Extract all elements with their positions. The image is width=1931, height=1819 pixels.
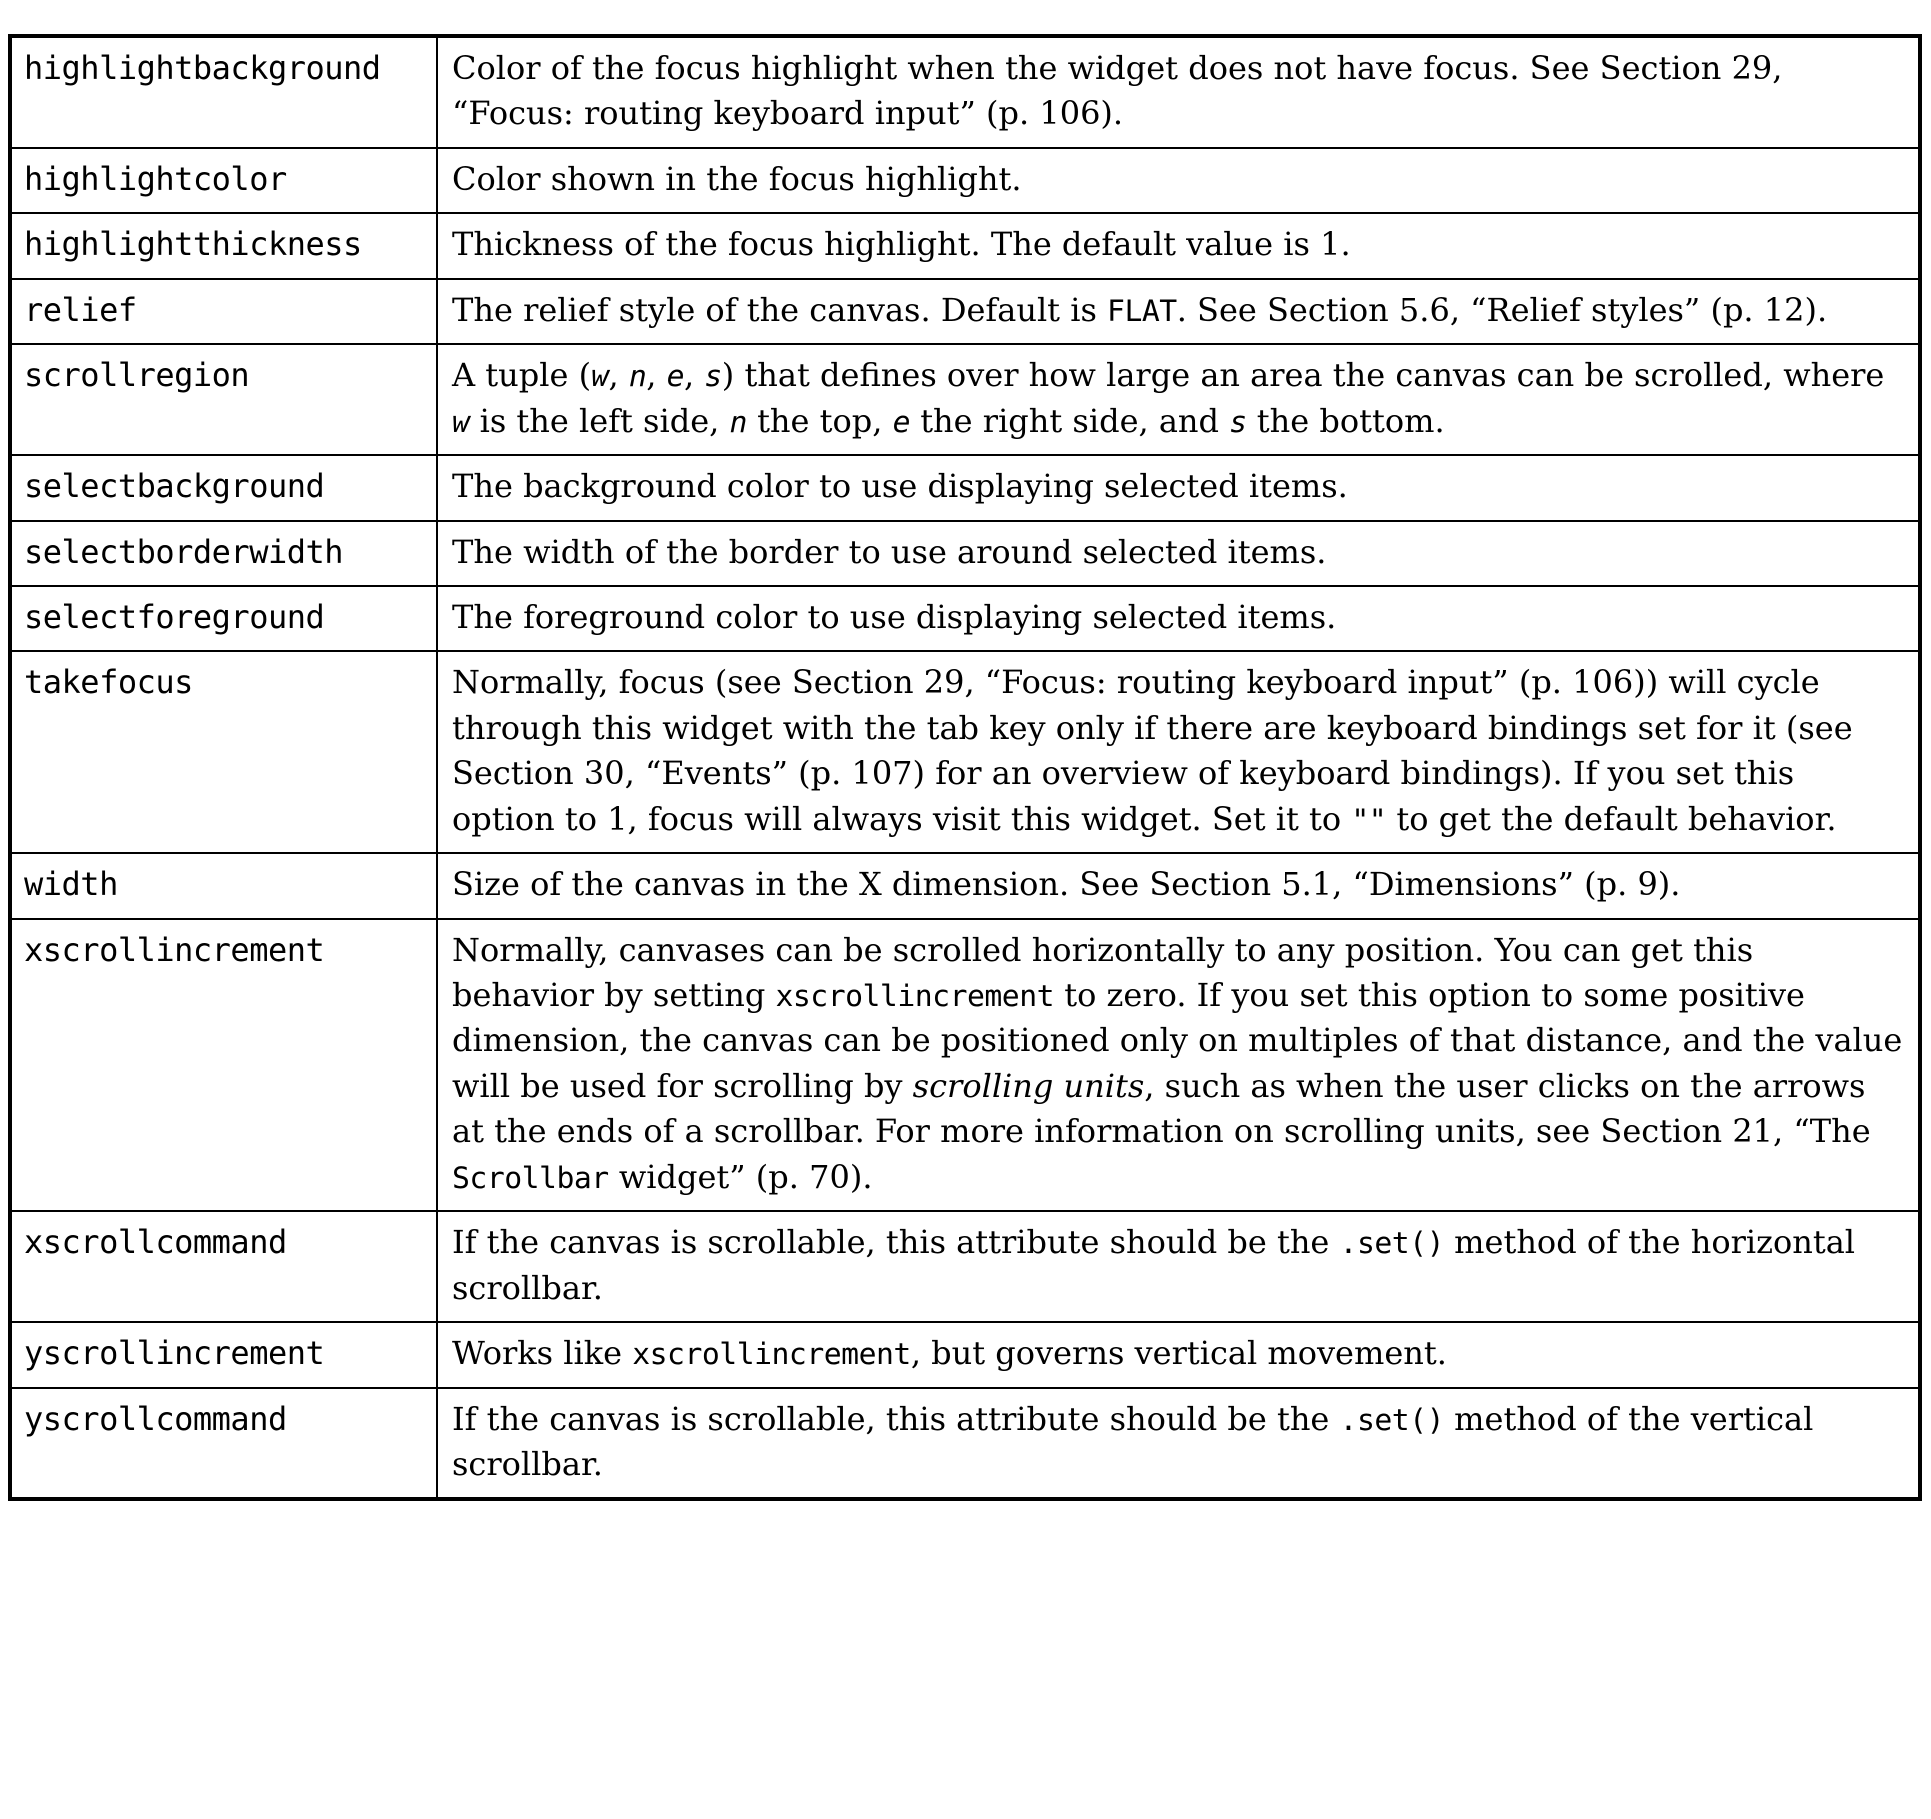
inline-code-italic: s (1229, 404, 1247, 440)
option-name: yscrollcommand (10, 1388, 437, 1500)
inline-text: A tuple ( (452, 356, 592, 395)
inline-code-italic: s (704, 359, 722, 395)
table-row (10, 853, 1920, 918)
inline-text: If the canvas is scrollable, this attribute should be the (452, 1223, 1340, 1262)
option-description (437, 1322, 1920, 1387)
option-name: selectborderwidth (10, 521, 437, 586)
option-name: width (10, 853, 437, 918)
inline-code: .set() (1339, 1402, 1444, 1438)
option-description (437, 455, 1920, 520)
table-row (10, 455, 1920, 520)
option-name: takefocus (10, 651, 437, 853)
table-row (10, 344, 1920, 455)
option-description (437, 213, 1920, 278)
inline-code-italic: w (591, 359, 609, 395)
inline-text: is the left side, (469, 401, 730, 440)
inline-text: Normally, canvases can be scrolled horizontally to any position. You can get this behavior by setting (452, 930, 1754, 1014)
option-name: xscrollincrement (10, 919, 437, 1212)
inline-code: FLAT (1107, 293, 1177, 329)
table-row (10, 148, 1920, 213)
option-name: relief (10, 279, 437, 344)
inline-text: ) that defines over how large an area the canvas can be scrolled, where (721, 356, 1885, 395)
inline-text: to zero. If you set this option to some positive dimension, the canvas can be positioned only on multiples of that distance, and the value will be used for scrolling by (452, 976, 1903, 1105)
option-description (437, 853, 1920, 918)
inline-code: "" (1351, 802, 1387, 838)
option-description (437, 586, 1920, 651)
inline-text: . See Section 5.6, “Relief styles” (p. 12). (1176, 290, 1828, 329)
inline-text: , (646, 356, 667, 395)
inline-text: Color of the focus highlight when the widget does not have focus. See Section 29, “Focus: routing keyboard input” (p. 106). (452, 49, 1783, 133)
inline-code: xscrollincrement (775, 979, 1055, 1014)
option-name: selectforeground (10, 586, 437, 651)
option-description (437, 1211, 1920, 1322)
inline-text: Size of the canvas in the X dimension. See Section 5.1, “Dimensions” (p. 9). (452, 865, 1681, 904)
option-name: scrollregion (10, 344, 437, 455)
inline-text: , (684, 356, 705, 395)
option-name: highlightcolor (10, 148, 437, 213)
inline-text: The relief style of the canvas. Default is (452, 290, 1108, 329)
option-name: highlightthickness (10, 213, 437, 278)
option-description (437, 651, 1920, 853)
option-name: yscrollincrement (10, 1322, 437, 1387)
table-row (10, 919, 1920, 1212)
options-table (8, 34, 1922, 1501)
inline-text: method of the horizontal scrollbar. (452, 1223, 1856, 1307)
option-description (437, 344, 1920, 455)
inline-italic: scrolling units (912, 1066, 1145, 1105)
inline-text: the top, (746, 401, 893, 440)
inline-code-italic: n (729, 404, 747, 440)
table-row (10, 1388, 1920, 1500)
table-row (10, 1211, 1920, 1322)
inline-code: Scrollbar (452, 1160, 609, 1196)
inline-text: method of the vertical scrollbar. (452, 1399, 1814, 1483)
inline-code-italic: n (628, 359, 647, 395)
option-name: xscrollcommand (10, 1211, 437, 1322)
table-row (10, 1322, 1920, 1387)
inline-text: the right side, and (910, 401, 1230, 440)
inline-code: .set() (1339, 1226, 1444, 1262)
inline-code: xscrollincrement (632, 1337, 911, 1373)
inline-text: , but governs vertical movement. (910, 1334, 1447, 1373)
inline-text: Normally, focus (see Section 29, “Focus: routing keyboard input” (p. 106)) will cycle through this widget with the tab key only if there are keyboard bindings set for it (see Section 30, “Events” (p. 107) for an overview of keyboard bindings). If you set this option to 1, focus will always visit this widget. Set it to (452, 663, 1853, 838)
inline-text: the bottom. (1246, 401, 1445, 440)
option-description (437, 1388, 1920, 1500)
inline-text: to get the default behavior. (1386, 799, 1837, 838)
inline-text: , such as when the user clicks on the arrows at the ends of a scrollbar. For more information on scrolling units, see Section 21, “The (452, 1066, 1871, 1151)
options-table-body (10, 36, 1920, 1499)
inline-text: Works like (452, 1334, 633, 1373)
inline-text: The width of the border to use around selected items. (452, 532, 1327, 571)
inline-text: If the canvas is scrollable, this attribute should be the (452, 1399, 1340, 1438)
option-name: selectbackground (10, 455, 437, 520)
option-description (437, 148, 1920, 213)
table-row (10, 36, 1920, 148)
inline-text: The foreground color to use displaying selected items. (452, 597, 1337, 636)
inline-code-italic: e (666, 359, 685, 395)
table-row (10, 521, 1920, 586)
inline-code-italic: w (452, 404, 470, 440)
inline-code-italic: e (892, 404, 911, 440)
inline-text: Thickness of the focus highlight. The default value is 1. (452, 225, 1351, 264)
table-row (10, 651, 1920, 853)
table-row (10, 586, 1920, 651)
option-description (437, 36, 1920, 148)
inline-text: Color shown in the focus highlight. (452, 159, 1022, 198)
inline-text: widget” (p. 70). (608, 1157, 873, 1196)
table-row (10, 279, 1920, 344)
inline-text: The background color to use displaying selected items. (452, 467, 1348, 506)
option-description (437, 919, 1920, 1212)
inline-text: , (608, 356, 629, 395)
option-description (437, 521, 1920, 586)
table-row (10, 213, 1920, 278)
option-name: highlightbackground (10, 36, 437, 148)
option-description (437, 279, 1920, 344)
